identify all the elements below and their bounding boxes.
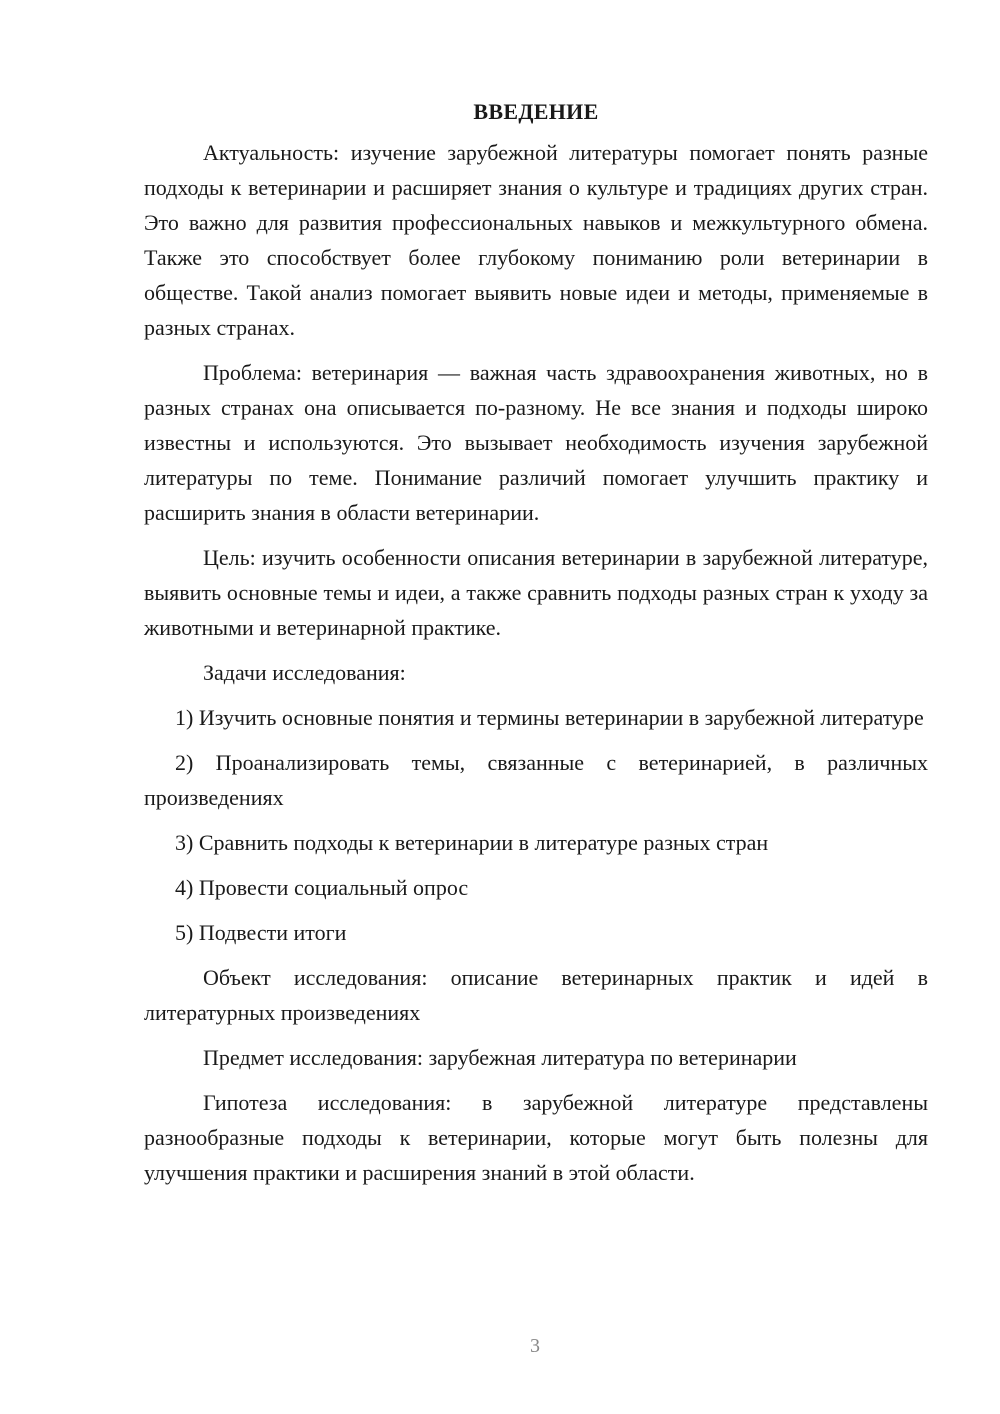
task-item: 4) Провести социальный опрос xyxy=(175,875,469,900)
task-item: 2) Проанализировать темы, связанные с ветеринарией, в различных произведениях xyxy=(144,750,928,810)
relevance-paragraph: Актуальность: изучение зарубежной литературы помогает понять разные подходы к ветеринарии и расширяет знания о культуре и традициях других стран. Это важно для развития профессиональных навыков и межкультурного обмена. Также это способствует более глубокому пониманию роли ветеринарии в обществе. Такой анализ помогает выявить новые идеи и методы, применяемые в разных странах. xyxy=(144,140,928,340)
document-page xyxy=(144,94,928,1200)
object-paragraph: Объект исследования: описание ветеринарных практик и идей в литературных произведениях xyxy=(144,965,928,1025)
subject-paragraph: Предмет исследования: зарубежная литература по ветеринарии xyxy=(203,1045,797,1070)
problem-paragraph: Проблема: ветеринария — важная часть здравоохранения животных, но в разных странах она описывается по-разному. Не все знания и подходы широко известны и используются. Это вызывает необходимость изучения зарубежной литературы по теме. Понимание различий помогает улучшить практику и расширить знания в области ветеринарии. xyxy=(144,360,928,525)
task-item: 5) Подвести итоги xyxy=(175,920,347,945)
tasks-list xyxy=(144,700,928,950)
page-number: 3 xyxy=(530,1335,540,1357)
document-title: ВВЕДЕНИЕ xyxy=(473,99,599,124)
task-item: 3) Сравнить подходы к ветеринарии в литературе разных стран xyxy=(175,830,769,855)
task-item: 1) Изучить основные понятия и термины ветеринарии в зарубежной литературе xyxy=(175,705,924,730)
goal-paragraph: Цель: изучить особенности описания ветеринарии в зарубежной литературе, выявить основные темы и идеи, а также сравнить подходы разных стран к уходу за животными и ветеринарной практике. xyxy=(144,545,928,640)
hypothesis-paragraph: Гипотеза исследования: в зарубежной литературе представлены разнообразные подходы к ветеринарии, которые могут быть полезны для улучшения практики и расширения знаний в этой области. xyxy=(144,1090,928,1185)
tasks-heading: Задачи исследования: xyxy=(203,660,406,685)
